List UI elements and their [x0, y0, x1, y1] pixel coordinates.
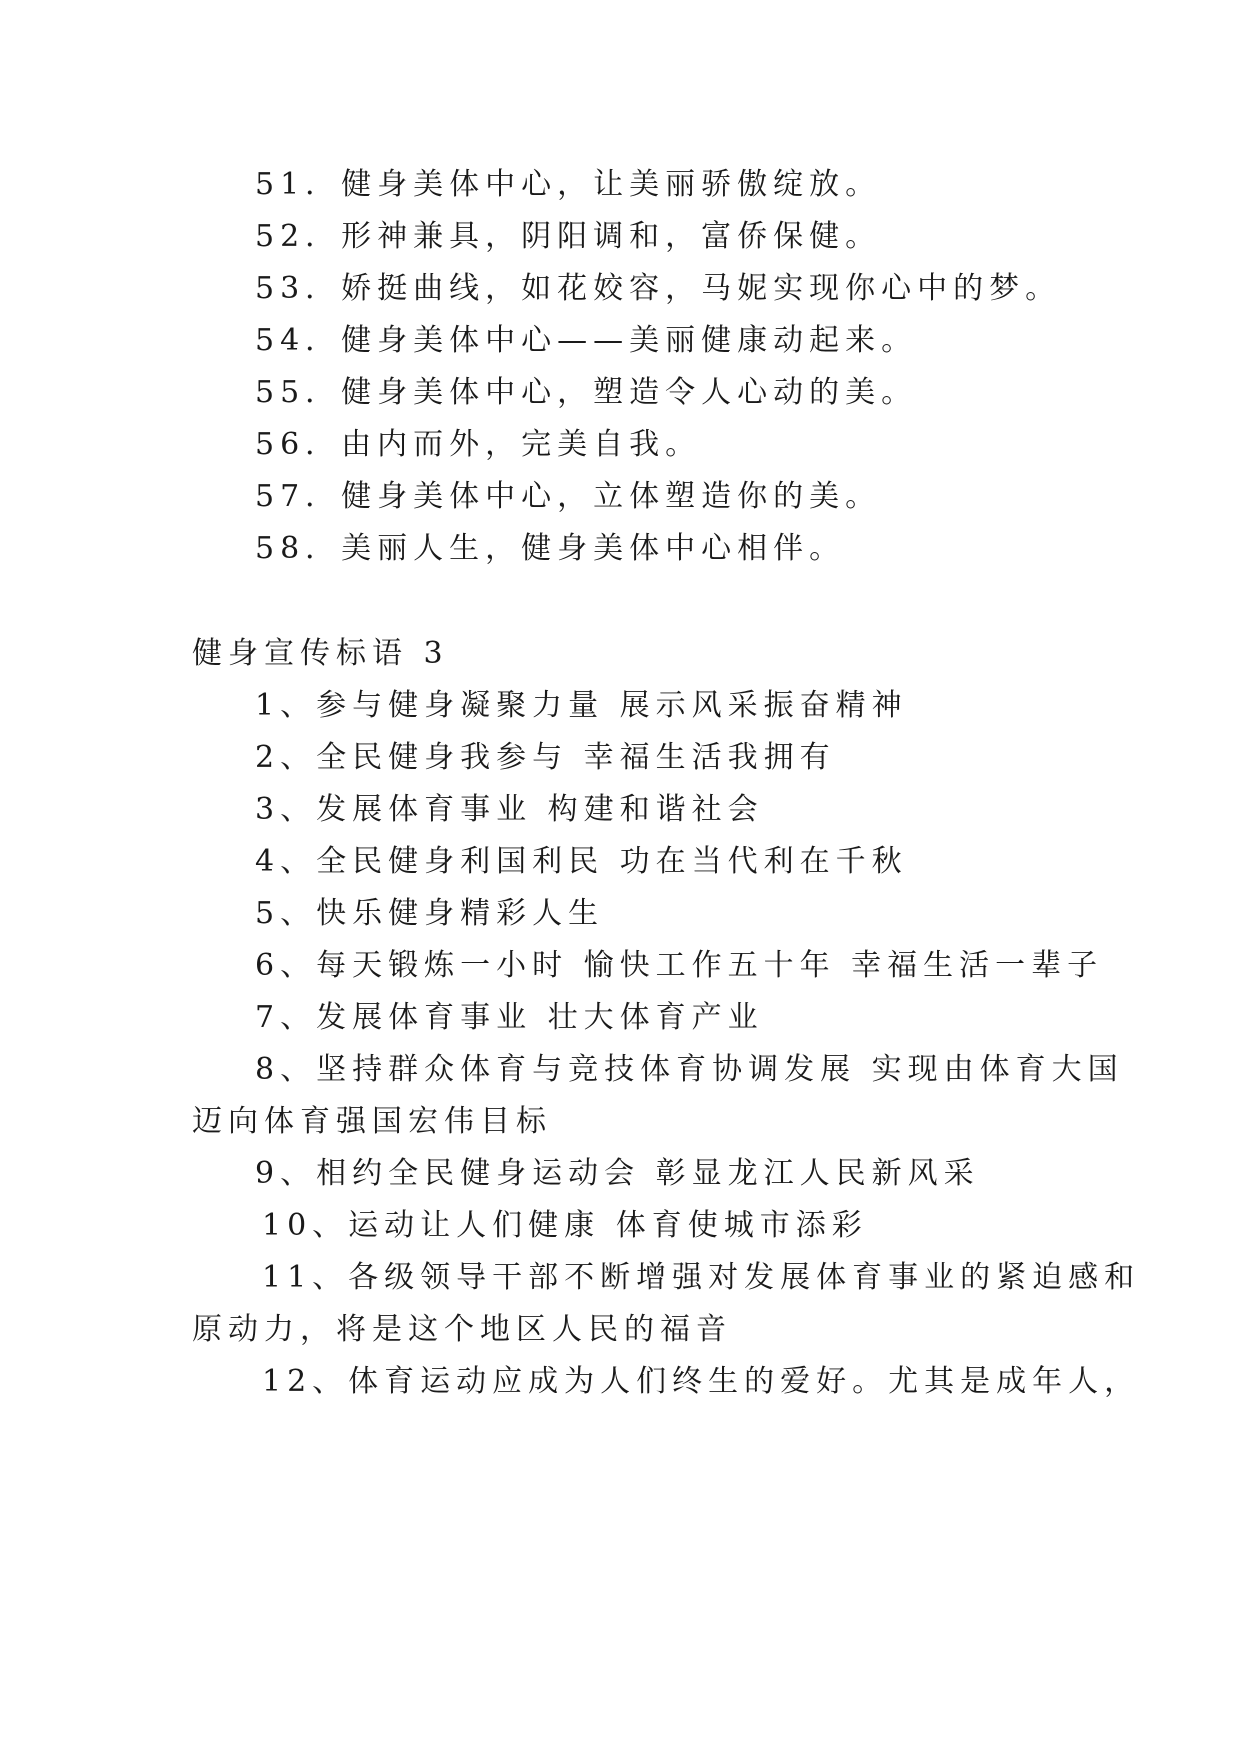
slogan-54: 54．健身美体中心——美丽健康动起来。: [255, 323, 918, 358]
slogan-53: 53．娇挺曲线，如花姣容，马妮实现你心中的梦。: [255, 271, 1062, 306]
slogan-57: 57．健身美体中心，立体塑造你的美。: [255, 479, 882, 514]
list-item-1: 1、参与健身凝聚力量 展示风采振奋精神: [255, 688, 908, 723]
slogan-55: 55．健身美体中心，塑造令人心动的美。: [255, 375, 918, 410]
list-item-10: 10、运动让人们健康 体育使城市添彩: [262, 1208, 868, 1243]
list-item-7: 7、发展体育事业 壮大体育产业: [255, 1000, 764, 1035]
list-item-6: 6、每天锻炼一小时 愉快工作五十年 幸福生活一辈子: [255, 948, 1104, 983]
section-title: 健身宣传标语 3: [192, 636, 449, 671]
list-item-11: 11、各级领导干部不断增强对发展体育事业的紧迫感和: [262, 1260, 1141, 1295]
slogan-56: 56．由内而外，完美自我。: [255, 427, 702, 462]
list-item-4: 4、全民健身利国利民 功在当代利在千秋: [255, 844, 908, 879]
list-item-2: 2、全民健身我参与 幸福生活我拥有: [255, 740, 836, 775]
list-item-8: 8、坚持群众体育与竞技体育协调发展 实现由体育大国: [255, 1052, 1124, 1087]
list-item-3: 3、发展体育事业 构建和谐社会: [255, 792, 764, 827]
slogan-51: 51．健身美体中心，让美丽骄傲绽放。: [255, 167, 882, 202]
slogan-58: 58．美丽人生，健身美体中心相伴。: [255, 531, 846, 566]
list-item-5: 5、快乐健身精彩人生: [255, 896, 605, 931]
slogan-52: 52．形神兼具，阴阳调和，富侨保健。: [255, 219, 882, 254]
list-item-8-continued: 迈向体育强国宏伟目标: [192, 1104, 552, 1139]
list-item-11-continued: 原动力，将是这个地区人民的福音: [192, 1312, 732, 1347]
list-item-12: 12、体育运动应成为人们终生的爱好。尤其是成年人，: [262, 1364, 1141, 1399]
list-item-9: 9、相约全民健身运动会 彰显龙江人民新风采: [255, 1156, 980, 1191]
